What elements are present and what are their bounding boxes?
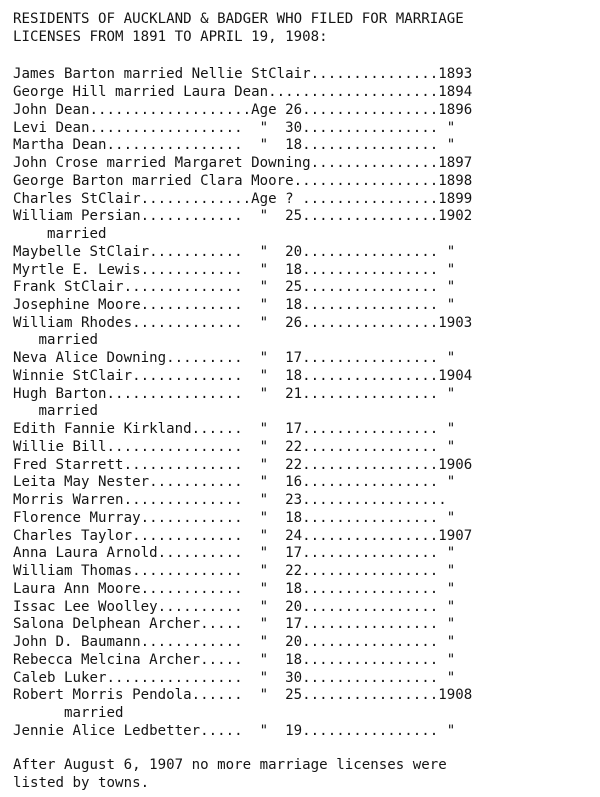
entry-line: Issac Lee Woolley.......... " 20................ " — [13, 599, 456, 615]
entry-line: James Barton married Nellie StClair...............1893 — [13, 66, 473, 82]
entry-line: Neva Alice Downing......... " 17................ " — [13, 350, 456, 366]
entry-line: Levi Dean.................. " 30................ " — [13, 120, 456, 136]
entry-line: Edith Fannie Kirkland...... " 17................ " — [13, 421, 456, 437]
entry-line: Hugh Barton................ " 21................ " — [13, 386, 456, 402]
entry-line: George Hill married Laura Dean....................1894 — [13, 84, 473, 100]
heading-line: LICENSES FROM 1891 TO APRIL 19, 1908: — [13, 29, 328, 45]
entry-line: Martha Dean................ " 18................ " — [13, 137, 456, 153]
footer-note-line: listed by towns. — [13, 775, 150, 791]
entry-line: married — [13, 332, 99, 348]
entry-line: John Crose married Margaret Downing...............1897 — [13, 155, 473, 171]
entry-line: Charles Taylor............. " 24................1907 — [13, 528, 473, 544]
entry-line: John Dean...................Age 26................1896 — [13, 102, 473, 118]
entry-line: married — [13, 705, 124, 721]
entry-line: Willie Bill................ " 22................ " — [13, 439, 456, 455]
entry-line: William Persian............ " 25................1902 — [13, 208, 473, 224]
entry-line: Robert Morris Pendola...... " 25................1908 — [13, 687, 473, 703]
entry-line: Frank StClair.............. " 25................ " — [13, 279, 456, 295]
entry-line: William Rhodes............. " 26................1903 — [13, 315, 473, 331]
entry-line: married — [13, 403, 99, 419]
entry-line: John D. Baumann............ " 20................ " — [13, 634, 456, 650]
entry-line: Florence Murray............ " 18................ " — [13, 510, 456, 526]
entry-line: William Thomas............. " 22................ " — [13, 563, 456, 579]
entry-line: Myrtle E. Lewis............ " 18................ " — [13, 262, 456, 278]
entry-line: Maybelle StClair........... " 20................ " — [13, 244, 456, 260]
entry-line: Morris Warren.............. " 23................. — [13, 492, 447, 508]
entry-line: Winnie StClair............. " 18................1904 — [13, 368, 473, 384]
entry-line: Fred Starrett.............. " 22................1906 — [13, 457, 473, 473]
entry-line: Charles StClair.............Age ? ................1899 — [13, 191, 473, 207]
entry-line: Laura Ann Moore............ " 18................ " — [13, 581, 456, 597]
entry-line: George Barton married Clara Moore.................1898 — [13, 173, 473, 189]
footer-note-line: After August 6, 1907 no more marriage licenses were — [13, 757, 447, 773]
entry-line: Caleb Luker................ " 30................ " — [13, 670, 456, 686]
entry-line: Jennie Alice Ledbetter..... " 19................ " — [13, 723, 456, 739]
entry-line: Josephine Moore............ " 18................ " — [13, 297, 456, 313]
entry-line: Anna Laura Arnold.......... " 17................ " — [13, 545, 456, 561]
entry-line: Leita May Nester........... " 16................ " — [13, 474, 456, 490]
entry-line: Salona Delphean Archer..... " 17................ " — [13, 616, 456, 632]
entry-line: married — [13, 226, 107, 242]
entry-line: Rebecca Melcina Archer..... " 18................ " — [13, 652, 456, 668]
heading-line: RESIDENTS OF AUCKLAND & BADGER WHO FILED FOR MARRIAGE — [13, 11, 464, 27]
